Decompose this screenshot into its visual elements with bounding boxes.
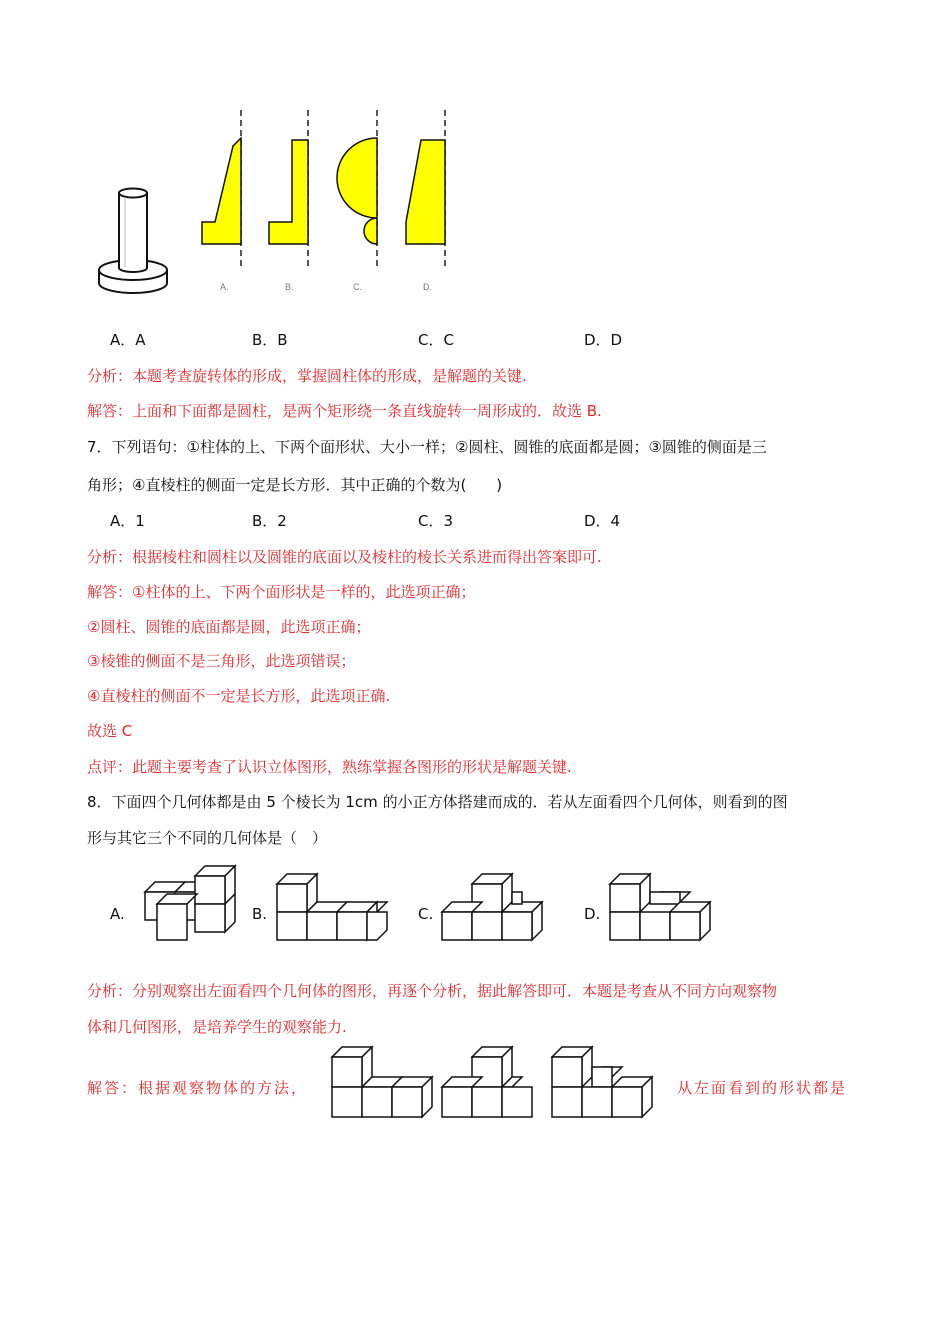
cylinder-stack-figure (95, 185, 175, 295)
q7-answer-line5: 故选 C (87, 722, 133, 740)
q8-option-c-label: C. (418, 905, 434, 923)
q6-answer: 解答：上面和下面都是圆柱，是两个矩形绕一条直线旋转一周形成的．故选 B. (87, 402, 602, 420)
rotation-options-figure (195, 110, 455, 300)
panel-label-c: C. (353, 282, 362, 292)
panel-a-shape (202, 110, 241, 270)
q8-answer-suffix: 从左面看到的形状都是 (677, 1079, 848, 1097)
q7-stem-line2: 角形；④直棱柱的侧面一定是长方形．其中正确的个数为( ) (87, 476, 503, 494)
q7-answer-line1: 解答：①柱体的上、下两个面形状是一样的，此选项正确； (87, 583, 476, 601)
q7-option-b: B．2 (252, 512, 287, 530)
panel-label-a: A. (220, 282, 229, 292)
q8-option-d-label: D. (584, 905, 601, 923)
q8-stem-line2: 形与其它三个不同的几何体是（ ） (87, 829, 328, 847)
q7-option-a: A．1 (110, 512, 145, 530)
q8-option-a-label: A. (110, 905, 125, 923)
panel-label-d: D. (423, 282, 432, 292)
q6-option-b: B．B (252, 331, 288, 349)
q6-option-c: C．C (418, 331, 454, 349)
q8-option-d-figure (608, 868, 718, 948)
q8-option-a-figure (135, 868, 245, 943)
q7-option-c: C．3 (418, 512, 454, 530)
panel-label-b: B. (285, 282, 294, 292)
q7-answer-line3: ③棱锥的侧面不是三角形，此选项错误； (87, 652, 356, 670)
panel-c-shape (337, 110, 377, 270)
q8-option-b-figure (275, 868, 395, 948)
answer-figure-3 (552, 1047, 652, 1117)
q6-option-d: D．D (584, 331, 623, 349)
q6-option-a: A．A (110, 331, 146, 349)
q7-analysis: 分析：根据棱柱和圆柱以及圆锥的底面以及棱柱的棱长关系进而得出答案即可. (87, 548, 602, 566)
answer-figure-2 (442, 1047, 532, 1117)
answer-figure-1 (332, 1047, 432, 1117)
q7-answer-line2: ②圆柱、圆锥的底面都是圆，此选项正确； (87, 618, 371, 636)
panel-d-shape (406, 110, 445, 270)
q8-answer-prefix: 解答：根据观察物体的方法， (87, 1079, 309, 1097)
q8-analysis-line2: 体和几何图形，是培养学生的观察能力. (87, 1018, 347, 1036)
panel-b-shape (269, 110, 308, 270)
q8-option-b-label: B. (252, 905, 268, 923)
q8-stem-line1: 8．下面四个几何体都是由 5 个棱长为 1cm 的小正方体搭建而成的．若从左面看四个几何体，则看到的图 (87, 793, 788, 811)
q8-analysis-line1: 分析：分别观察出左面看四个几何体的图形，再逐个分析，据此解答即可．本题是考查从不同方向观察物 (87, 982, 778, 1000)
q8-option-c-figure (440, 868, 550, 948)
q6-analysis: 分析：本题考查旋转体的形成，掌握圆柱体的形成，是解题的关键. (87, 367, 527, 385)
q7-option-d: D．4 (584, 512, 621, 530)
q7-answer-line4: ④直棱柱的侧面不一定是长方形，此选项正确. (87, 687, 391, 705)
q7-stem-line1: 7．下列语句：①柱体的上、下两个面形状、大小一样；②圆柱、圆锥的底面都是圆；③圆锥的侧面是三 (87, 438, 767, 456)
q8-answer-figures (330, 1047, 660, 1122)
q7-comment: 点评：此题主要考查了认识立体图形，熟练掌握各图形的形状是解题关键. (87, 758, 572, 776)
